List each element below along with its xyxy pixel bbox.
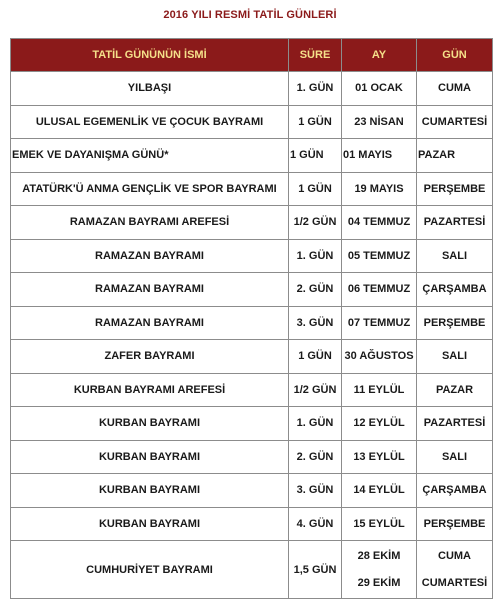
holiday-weekday: SALI (417, 340, 493, 374)
holiday-date: 05 TEMMUZ (342, 239, 417, 273)
header-holiday-name: TATİL GÜNÜNÜN İSMİ (11, 39, 289, 72)
holiday-duration: 1,5 GÜN (289, 541, 342, 599)
table-row (11, 440, 493, 474)
holiday-duration: 2. GÜN (289, 440, 342, 474)
holiday-name: RAMAZAN BAYRAMI (11, 306, 289, 340)
holiday-name: ULUSAL EGEMENLİK VE ÇOCUK BAYRAMI (11, 105, 289, 139)
holiday-weekday: PAZARTESİ (417, 407, 493, 441)
holiday-name: KURBAN BAYRAMI AREFESİ (11, 373, 289, 407)
holiday-name: CUMHURİYET BAYRAMI (11, 541, 289, 599)
table-row (11, 306, 493, 340)
holiday-name: RAMAZAN BAYRAMI (11, 273, 289, 307)
holiday-weekday: PERŞEMBE (417, 306, 493, 340)
holiday-date: 11 EYLÜL (342, 373, 417, 407)
table-row (11, 172, 493, 206)
table-header-row (11, 39, 493, 72)
holiday-name: KURBAN BAYRAMI (11, 507, 289, 541)
holiday-name: KURBAN BAYRAMI (11, 440, 289, 474)
holiday-weekday: SALI (417, 239, 493, 273)
table-row (11, 139, 493, 173)
holiday-date: 13 EYLÜL (342, 440, 417, 474)
holiday-weekday-cell (417, 541, 493, 599)
holiday-weekday-second: CUMARTESİ (421, 576, 488, 589)
holiday-duration: 1. GÜN (289, 407, 342, 441)
holiday-date: 01 MAYIS (342, 139, 417, 173)
table-row (11, 273, 493, 307)
table-row (11, 541, 493, 599)
holiday-name: ZAFER BAYRAMI (11, 340, 289, 374)
holiday-name: RAMAZAN BAYRAMI (11, 239, 289, 273)
table-row (11, 407, 493, 441)
holiday-weekday: CUMA (417, 72, 493, 106)
header-duration: SÜRE (289, 39, 342, 72)
holiday-weekday: SALI (417, 440, 493, 474)
holiday-date: 07 TEMMUZ (342, 306, 417, 340)
holiday-weekday: CUMA (438, 549, 471, 562)
table-row (11, 72, 493, 106)
holiday-name: ATATÜRK'Ü ANMA GENÇLİK VE SPOR BAYRAMI (11, 172, 289, 206)
holiday-weekday: PAZAR (417, 139, 493, 173)
holiday-date: 14 EYLÜL (342, 474, 417, 508)
header-month: AY (342, 39, 417, 72)
holiday-date: 04 TEMMUZ (342, 206, 417, 240)
table-row (11, 474, 493, 508)
table-row (11, 239, 493, 273)
table-row (11, 206, 493, 240)
holiday-duration: 4. GÜN (289, 507, 342, 541)
header-day: GÜN (417, 39, 493, 72)
holiday-date: 06 TEMMUZ (342, 273, 417, 307)
holiday-date: 30 AĞUSTOS (342, 340, 417, 374)
holiday-weekday: PAZARTESİ (417, 206, 493, 240)
holiday-weekday: PAZAR (417, 373, 493, 407)
holiday-weekday: ÇARŞAMBA (417, 273, 493, 307)
holiday-weekday: CUMARTESİ (417, 105, 493, 139)
holiday-date-cell (342, 541, 417, 599)
holiday-duration: 1 GÜN (289, 139, 342, 173)
holiday-duration: 3. GÜN (289, 306, 342, 340)
table-row (11, 340, 493, 374)
holiday-name: EMEK VE DAYANIŞMA GÜNÜ* (11, 139, 289, 173)
holiday-duration: 1. GÜN (289, 72, 342, 106)
holiday-date: 28 EKİM (357, 549, 401, 562)
holiday-weekday: ÇARŞAMBA (417, 474, 493, 508)
holiday-name: RAMAZAN BAYRAMI AREFESİ (11, 206, 289, 240)
holiday-date: 15 EYLÜL (342, 507, 417, 541)
holiday-date: 12 EYLÜL (342, 407, 417, 441)
table-row (11, 507, 493, 541)
holiday-duration: 1/2 GÜN (289, 206, 342, 240)
holiday-duration: 2. GÜN (289, 273, 342, 307)
holidays-table (10, 38, 493, 599)
holiday-weekday: PERŞEMBE (417, 507, 493, 541)
holiday-date: 23 NİSAN (342, 105, 417, 139)
holiday-name: YILBAŞI (11, 72, 289, 106)
holiday-weekday: PERŞEMBE (417, 172, 493, 206)
holiday-date-second: 29 EKİM (357, 576, 401, 589)
holiday-duration: 1 GÜN (289, 105, 342, 139)
holiday-duration: 1 GÜN (289, 172, 342, 206)
holiday-date: 19 MAYIS (342, 172, 417, 206)
holiday-name: KURBAN BAYRAMI (11, 407, 289, 441)
holiday-date: 01 OCAK (342, 72, 417, 106)
table-row (11, 105, 493, 139)
holiday-duration: 3. GÜN (289, 474, 342, 508)
table-row (11, 373, 493, 407)
holiday-duration: 1. GÜN (289, 239, 342, 273)
page-title: 2016 YILI RESMİ TATİL GÜNLERİ (163, 9, 337, 21)
holiday-duration: 1 GÜN (289, 340, 342, 374)
holiday-duration: 1/2 GÜN (289, 373, 342, 407)
holiday-name: KURBAN BAYRAMI (11, 474, 289, 508)
